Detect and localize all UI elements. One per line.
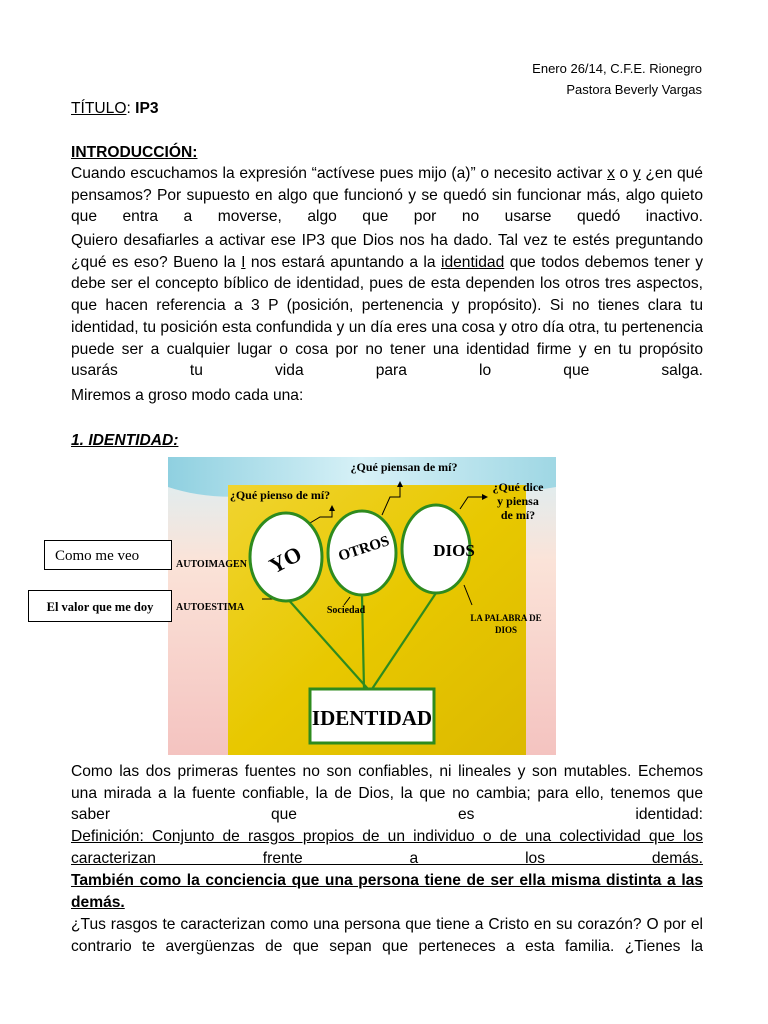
also-paragraph: También como la conciencia que una persona tiene de ser ella misma distinta a las demás. — [71, 872, 703, 911]
side-box-como-me-veo: Como me veo — [44, 540, 172, 570]
title-colon: : — [126, 100, 131, 117]
label-palabra-line2: DIOS — [494, 625, 518, 635]
intro-paragraph-1: Cuando escuchamos la expresión “actívese pues mijo (a)” o necesito activar x o y ¿en qué pensamos? Por supuesto en algo que funcionó y se quedó sin funcionar más, algo quieto que entra a moverse, algo que por no usarse quedó inactivo. — [71, 165, 703, 226]
label-yo: YO — [264, 540, 306, 579]
question-dios-line3: de mí? — [500, 508, 536, 522]
intro-heading: INTRODUCCIÓN: — [71, 144, 198, 161]
side-box-valor: El valor que me doy — [28, 590, 172, 622]
header-author: Pastora Beverly Vargas — [566, 82, 702, 97]
intro-paragraph-3: Miremos a groso modo cada una: — [71, 387, 304, 404]
intro-paragraph-2: Quiero desafiarles a activar ese IP3 que Dios nos ha dado. Tal vez te estés preguntando ¿qué es eso? Bueno la I nos estará apuntando a la identidad que todos debemos tener y debe ser el concepto bíblico de identidad, pues de esta dependen los otros tres aspectos, que hacen referencia a 3 P (posición, pertenencia y propósito). Si no tienes clara tu identidad, tu posición esta confundida y un día eres una cosa y otro día otra, tu pertenencia puede ser a cualquier lugar o cosa por no tener una identidad firme y en tu propósito usarás tu vida para lo que salga. — [71, 232, 704, 380]
title-value: IP3 — [135, 100, 159, 117]
document-title — [71, 98, 703, 120]
title-label: TÍTULO — [71, 100, 127, 117]
body-paragraph-5: ¿Tus rasgos te caracterizan como una persona que tiene a Cristo en su corazón? O por el contrario te avergüenzas de que sepan que perteneces a esta familia. ¿Tienes la — [71, 916, 703, 955]
question-dios-line2: y piensa — [497, 494, 539, 508]
underlined-i: I — [241, 253, 246, 271]
header-date-place: Enero 26/14, C.F.E. Rionegro — [532, 61, 702, 76]
label-otros: OTROS — [336, 533, 392, 565]
header-meta — [532, 58, 702, 100]
question-dios-line1: ¿Qué dice — [492, 480, 544, 494]
label-sociedad: Sociedad — [326, 605, 366, 616]
underlined-identidad: identidad — [440, 253, 505, 271]
section-1-heading: 1. IDENTIDAD: — [71, 432, 179, 449]
body-paragraph-4: Como las dos primeras fuentes no son confiables, ni lineales y son mutables. Echemos una mirada a la fuente confiable, la de Dios, la que no cambia; para ello, tenemos que saber que es identidad: — [71, 763, 703, 824]
identity-diagram — [168, 457, 556, 755]
identidad-box-label: IDENTIDAD — [311, 706, 433, 730]
question-yo: ¿Qué pienso de mí? — [229, 488, 331, 502]
underlined-y: y — [632, 165, 641, 182]
identity-diagram-svg — [168, 457, 556, 755]
label-autoimagen: AUTOIMAGEN — [176, 559, 247, 570]
underlined-x: x — [607, 165, 615, 182]
label-autoestima: AUTOESTIMA — [176, 602, 245, 613]
definition-paragraph: Definición: Conjunto de rasgos propios de un individuo o de una colectividad que los caracterizan frente a los demás. — [71, 828, 703, 867]
question-otros: ¿Qué piensan de mí? — [350, 460, 458, 474]
label-palabra-line1: LA PALABRA DE — [470, 613, 542, 623]
label-dios: DIOS — [433, 541, 475, 560]
